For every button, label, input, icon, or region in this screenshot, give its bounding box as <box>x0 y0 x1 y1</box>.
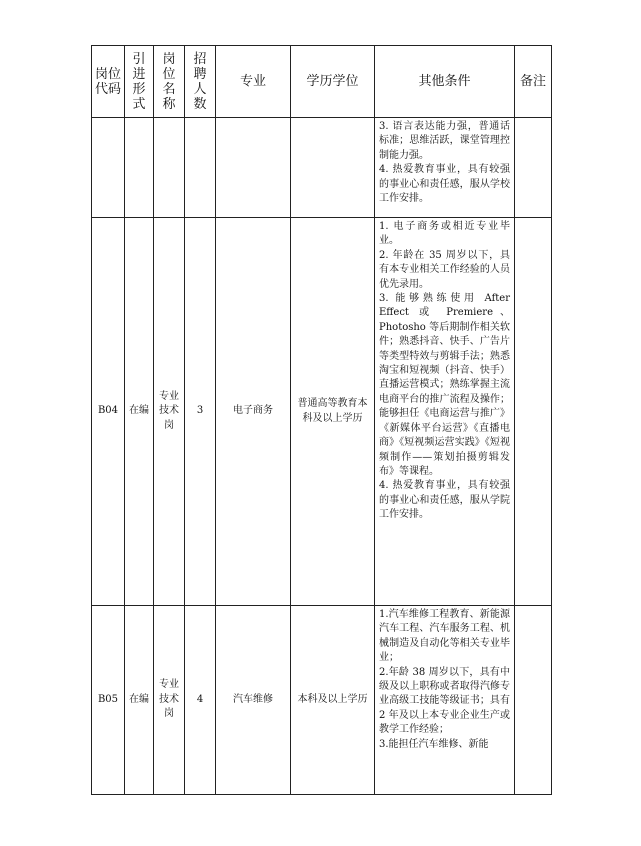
cell-conditions <box>375 606 515 795</box>
header-education: 学历学位 <box>291 46 375 118</box>
header-method: 引进形式 <box>125 46 154 118</box>
table-row <box>92 218 552 606</box>
cell-count: 3 <box>185 218 216 606</box>
cell-education <box>291 118 375 218</box>
cell-remarks <box>515 218 552 606</box>
header-code: 岗位代码 <box>92 46 125 118</box>
table-row <box>92 606 552 795</box>
cell-method: 在编 <box>125 606 154 795</box>
condition-item: 3. 语言表达能力强，普通话标准；思维活跃，课堂管理控制能力强。 <box>379 121 510 161</box>
header-name: 岗位名称 <box>154 46 185 118</box>
table-header-row <box>92 46 552 118</box>
header-count: 招聘人数 <box>185 46 216 118</box>
header-major: 专业 <box>216 46 291 118</box>
cell-conditions <box>375 218 515 606</box>
cell-education: 本科及以上学历 <box>291 606 375 795</box>
cell-count: 4 <box>185 606 216 795</box>
cell-remarks <box>515 606 552 795</box>
condition-item: 2.年龄 38 周岁以下，具有中级及以上职称或者取得汽修专业高级工技能等级证书；具有 2 年及以上本专业企业生产或教学工作经验； <box>379 666 510 736</box>
condition-item: 1. 电子商务或相近专业毕业。 <box>379 221 510 247</box>
header-remarks: 备注 <box>515 46 552 118</box>
cell-method: 在编 <box>125 218 154 606</box>
cell-code <box>92 118 125 218</box>
cell-name <box>154 118 185 218</box>
condition-item: 2. 年龄在 35 周岁以下，具有本专业相关工作经验的人员优先录用。 <box>379 249 510 290</box>
table-row <box>92 118 552 218</box>
cell-method <box>125 118 154 218</box>
cell-code: B04 <box>92 218 125 606</box>
recruitment-table <box>91 45 552 795</box>
header-conditions: 其他条件 <box>375 46 515 118</box>
cell-name: 专业技术岗 <box>154 606 185 795</box>
cell-major <box>216 118 291 218</box>
cell-count <box>185 118 216 218</box>
condition-item: 4. 热爱教育事业，具有较强的事业心和责任感，服从学院工作安排。 <box>379 480 510 521</box>
condition-item: 1.汽车维修工程教育、新能源汽车工程、汽车服务工程、机械制造及自动化等相关专业毕业； <box>379 609 510 664</box>
cell-education: 普通高等教育本科及以上学历 <box>291 218 375 606</box>
cell-code: B05 <box>92 606 125 795</box>
condition-item: 4. 热爱教育事业，具有较强的事业心和责任感，服从学校工作安排。 <box>379 164 510 205</box>
cell-major: 汽车维修 <box>216 606 291 795</box>
condition-item: 3.能担任汽车维修、新能 <box>379 738 489 750</box>
cell-conditions <box>375 118 515 218</box>
cell-major: 电子商务 <box>216 218 291 606</box>
cell-remarks <box>515 118 552 218</box>
cell-name: 专业技术岗 <box>154 218 185 606</box>
condition-item: 3. 能够熟练使用 After Effect 或 Premiere、Photosho 等后期制作相关软件；熟悉抖音、快手、广告片等类型特效与剪辑手法；熟悉淘宝和短视频（抖音、快手）直播运营模式；熟练掌握主流电商平台的推广流程及操作；能够担任《电商运营与推广》《新媒体平台运营》《直播电商》《短视频运营实践》《短视频制作——策划拍摄剪辑发布》等课程。 <box>379 293 510 477</box>
